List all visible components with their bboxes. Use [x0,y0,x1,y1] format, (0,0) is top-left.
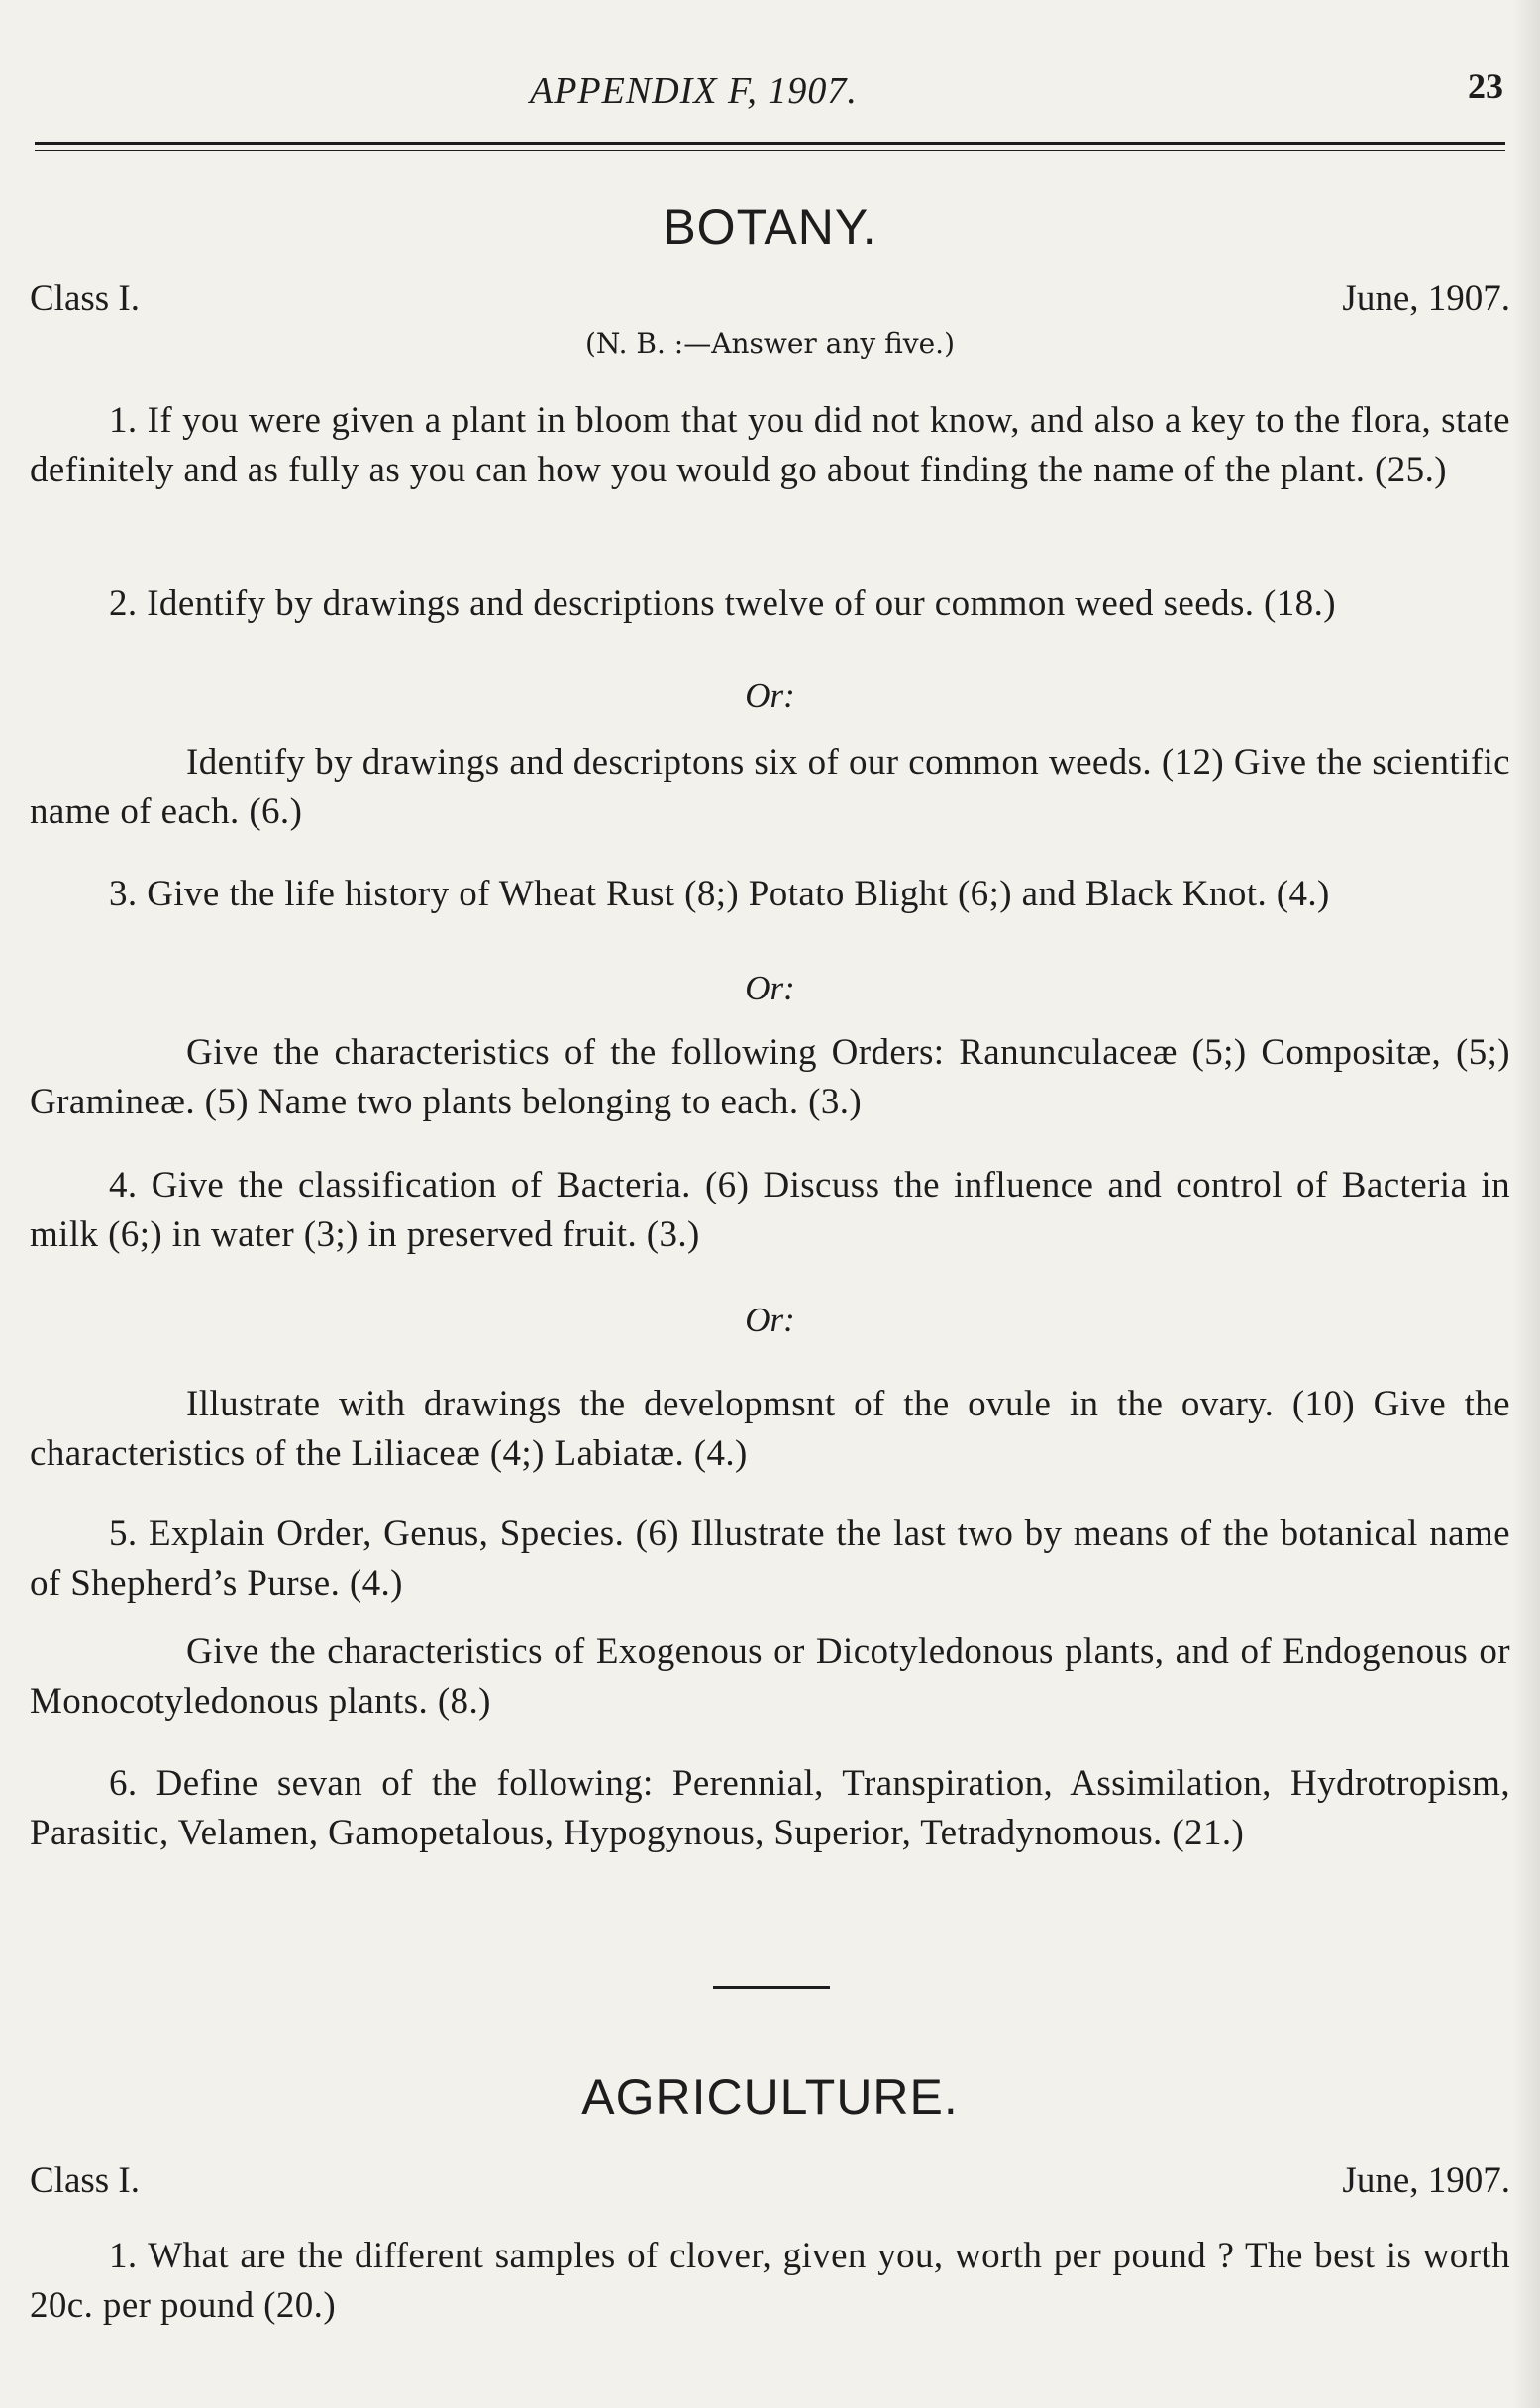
botany-question-3-alternative: Give the characteristics of the following Orders: Ranunculaceæ (5;) Compositæ, (5;) Gramineæ. (5) Name two plants belonging to each. (3.) [30,1032,1510,1122]
agriculture-question-1: 1. What are the different samples of clover, given you, worth per pound ? The best is worth 20c. per pound (20.) [30,2236,1510,2326]
botany-question-4-alternative: Illustrate with drawings the developmsnt of the ovule in the ovary. (10) Give the characteristics of the Liliaceæ (4;) Labiatæ. (4.) [30,1384,1510,1474]
agriculture-class-label: Class I. [30,2160,140,2201]
running-title: APPENDIX F, 1907. [530,70,858,112]
botany-class-label: Class I. [30,278,140,319]
botany-question-1: 1. If you were given a plant in bloom that you did not know, and also a key to the flora, state definitely and as fully as you can how you would go about finding the name of the plant. (25.) [30,400,1510,490]
botany-question-5-alternative: Give the characteristics of Exogenous or Dicotyledonous plants, and of Endogenous or Monocotyledonous plants. (8.) [30,1631,1510,1722]
agriculture-date: June, 1907. [1342,2160,1510,2201]
header-rule [35,142,1505,145]
header-rule-thin [35,150,1505,151]
botany-question-4-or: Or: [745,1301,795,1339]
page-gutter-shadow [1512,0,1540,2408]
botany-question-2-or: Or: [745,677,795,715]
botany-date: June, 1907. [1342,278,1510,319]
botany-question-4: 4. Give the classification of Bacteria. (6) Discuss the influence and control of Bacteria in milk (6;) in water (3;) in preserved fruit. (3.) [30,1165,1510,1255]
botany-question-5: 5. Explain Order, Genus, Species. (6) Illustrate the last two by means of the botanical name of Shepherd’s Purse. (4.) [30,1514,1510,1604]
botany-question-6: 6. Define sevan of the following: Perennial, Transpiration, Assimilation, Hydrotropism, Parasitic, Velamen, Gamopetalous, Hypogynous, Superior, Tetradynomous. (21.) [30,1763,1510,1853]
botany-instruction-note: (N. B. :—Answer any five.) [584,327,956,360]
botany-question-3: 3. Give the life history of Wheat Rust (8;) Potato Blight (6;) and Black Knot. (4.) [109,874,1330,914]
botany-question-2: 2. Identify by drawings and descriptions twelve of our common weed seeds. (18.) [109,583,1336,624]
running-head [0,61,1540,121]
botany-question-2-alternative: Identify by drawings and descriptons six of our common weeds. (12) Give the scientific name of each. (6.) [30,742,1510,832]
section-title-agriculture: AGRICULTURE. [581,2069,959,2125]
page-number: 23 [1468,66,1503,106]
section-divider [713,1986,830,1989]
botany-question-3-or: Or: [745,969,795,1007]
section-title-botany: BOTANY. [663,199,877,255]
